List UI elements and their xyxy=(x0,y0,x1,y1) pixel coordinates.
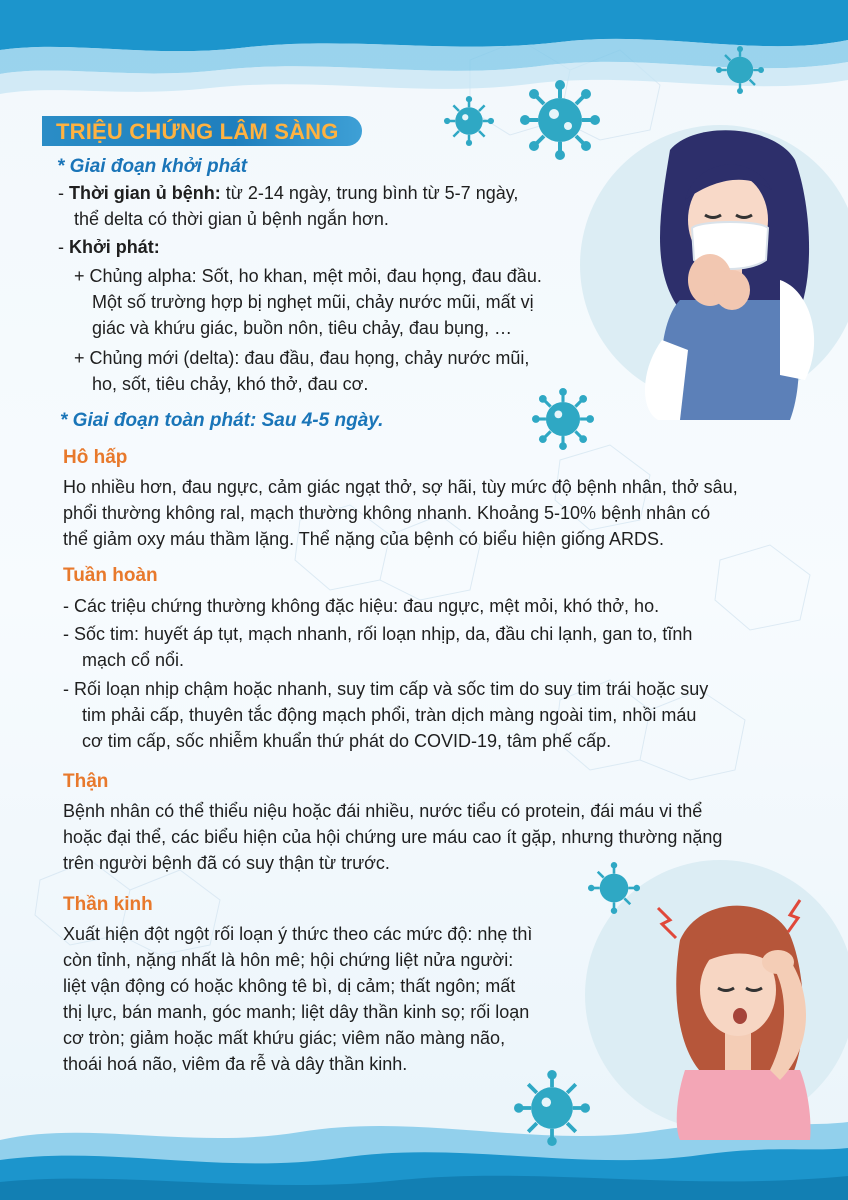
delta-line-1: + Chủng mới (delta): đau đầu, đau họng, chảy nước mũi, xyxy=(74,348,530,368)
neuro-line-5: cơ tròn; giảm hoặc mất khứu giác; viêm não màng não, xyxy=(63,1028,506,1048)
circulation-heading: Tuần hoàn xyxy=(63,565,158,586)
incubation-line-2: thể delta có thời gian ủ bệnh ngắn hơn. xyxy=(74,209,389,229)
kidney-line-1: Bệnh nhân có thể thiểu niệu hoặc đái nhiều, nước tiểu có protein, đái máu vi thể xyxy=(63,801,703,821)
virus-icon xyxy=(520,80,600,160)
kidney-heading: Thận xyxy=(63,771,109,792)
virus-icon xyxy=(514,1070,590,1146)
virus-icon xyxy=(716,46,764,94)
incubation-line xyxy=(58,181,518,205)
onset-line xyxy=(58,235,160,259)
neuro-heading: Thần kinh xyxy=(63,894,153,915)
virus-icon xyxy=(588,862,640,914)
virus-icon xyxy=(532,388,594,450)
circulation-line-4: - Rối loạn nhịp chậm hoặc nhanh, suy tim cấp và sốc tim do suy tim trái hoặc suy xyxy=(63,679,709,699)
title-bar xyxy=(42,116,362,146)
onset-label: Khởi phát: xyxy=(69,237,160,257)
alpha-line-2: Một số trường hợp bị nghẹt mũi, chảy nước mũi, mất vị xyxy=(92,292,534,312)
circulation-line-1: - Các triệu chứng thường không đặc hiệu: đau ngực, mệt mỏi, khó thở, ho. xyxy=(63,596,660,616)
neuro-line-2: còn tỉnh, nặng nhất là hôn mê; hội chứng liệt nửa người: xyxy=(63,950,514,970)
circulation-line-2: - Sốc tim: huyết áp tụt, mạch nhanh, rối loạn nhịp, da, đầu chi lạnh, gan to, tĩnh xyxy=(63,624,693,644)
alpha-line-1: + Chủng alpha: Sốt, ho khan, mệt mỏi, đau họng, đau đầu. xyxy=(74,266,542,286)
circulation-line-6: cơ tim cấp, sốc nhiễm khuẩn thứ phát do COVID-19, tâm phế cấp. xyxy=(82,731,612,751)
phase1-heading: * Giai đoạn khởi phát xyxy=(57,156,248,177)
kidney-line-3: trên người bệnh đã có suy thận từ trước. xyxy=(63,853,390,873)
incubation-label: Thời gian ủ bệnh: xyxy=(69,183,221,203)
page-title: TRIỆU CHỨNG LÂM SÀNG xyxy=(56,119,339,144)
phase2-heading: * Giai đoạn toàn phát: Sau 4-5 ngày. xyxy=(60,410,384,431)
virus-icon xyxy=(444,96,494,146)
coughing-woman-illustration xyxy=(600,120,840,440)
neuro-line-4: thị lực, bán manh, góc manh; liệt dây thần kinh sọ; rối loạn xyxy=(63,1002,530,1022)
circulation-line-3: mạch cổ nổi. xyxy=(82,650,185,670)
incubation-text: từ 2-14 ngày, trung bình từ 5-7 ngày, xyxy=(220,183,519,203)
circulation-line-5: tim phải cấp, thuyên tắc động mạch phổi, tràn dịch màng ngoài tim, nhồi máu xyxy=(82,705,697,725)
respiratory-line-2: phổi thường không ral, mạch thường không nhanh. Khoảng 5-10% bệnh nhân có xyxy=(63,503,711,523)
neuro-line-3: liệt vận động có hoặc không tê bì, dị cảm; thất ngôn; mất xyxy=(63,976,516,996)
delta-line-2: ho, sốt, tiêu chảy, khó thở, đau cơ. xyxy=(92,374,369,394)
neuro-line-1: Xuất hiện đột ngột rối loạn ý thức theo các mức độ: nhẹ thì xyxy=(63,924,533,944)
neuro-line-6: thoái hoá não, viêm đa rễ và dây thần kinh. xyxy=(63,1054,408,1074)
respiratory-line-3: thể giảm oxy máu thầm lặng. Thể nặng của bệnh có biểu hiện giống ARDS. xyxy=(63,529,665,549)
kidney-line-2: hoặc đại thể, các biểu hiện của hội chứng ure máu cao ít gặp, nhưng thường nặng xyxy=(63,827,723,847)
respiratory-heading: Hô hấp xyxy=(63,447,128,468)
respiratory-line-1: Ho nhiều hơn, đau ngực, cảm giác ngạt thở, sợ hãi, tùy mức độ bệnh nhân, thở sâu, xyxy=(63,477,738,497)
alpha-line-3: giác và khứu giác, buồn nôn, tiêu chảy, đau bụng, … xyxy=(92,318,512,338)
bullet-dash: - xyxy=(58,237,69,257)
headache-woman-illustration xyxy=(640,880,840,1140)
bullet-dash: - xyxy=(58,183,69,203)
